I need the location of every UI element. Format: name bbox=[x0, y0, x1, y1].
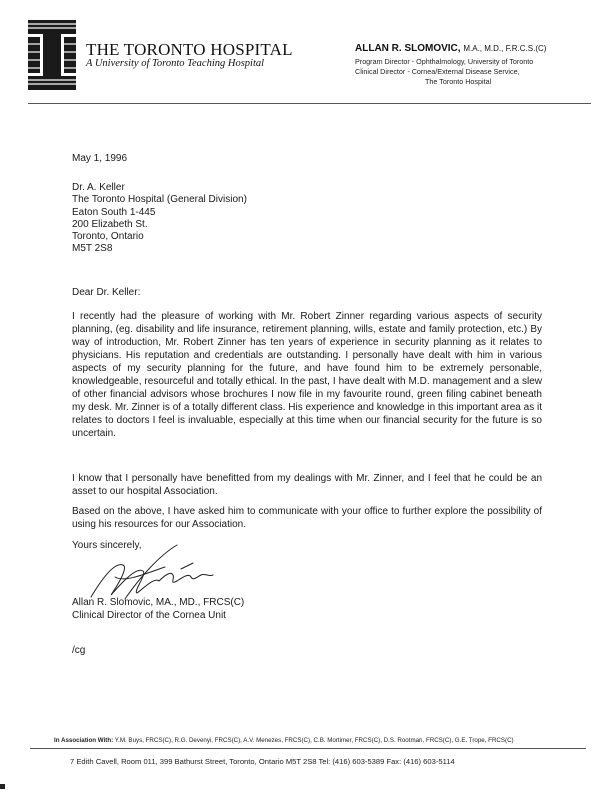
footer-divider bbox=[30, 748, 586, 749]
footer-address: 7 Edith Cavell, Room 011, 399 Bathurst Street, Toronto, Ontario M5T 2S8 Tel: (416) 603-5389 Fax: (416) 603-5114 bbox=[70, 757, 455, 766]
doctor-credentials: M.A., M.D., F.R.C.S.(C) bbox=[463, 44, 547, 53]
address-line: 200 Elizabeth St. bbox=[72, 218, 148, 230]
signer-name: Allan R. Slomovic, MA., MD., FRCS(C) bbox=[72, 597, 245, 608]
body-paragraph-2: I know that I personally have benefitted from my dealings with Mr. Zinner, and I feel that he could be an asset to our hospital Association. bbox=[72, 473, 542, 497]
doctor-title-line-3: The Toronto Hospital bbox=[425, 77, 492, 86]
hospital-subtitle: A University of Toronto Teaching Hospital bbox=[86, 58, 265, 69]
closing: Yours sincerely, bbox=[72, 540, 142, 551]
association-names: Y.M. Buys, FRCS(C), R.G. Devenyi, FRCS(C), A.V. Menezes, FRCS(C), C.B. Mortimer, FRCS(C), D.S. Rootman, FRCS(C), G.E. Trope, FRCS(C) bbox=[114, 737, 514, 744]
doctor-title-line-2: Clinical Director - Cornea/External Disease Service, bbox=[355, 67, 520, 76]
header-divider bbox=[28, 103, 591, 104]
hospital-name: THE TORONTO HOSPITAL bbox=[86, 40, 293, 59]
doctor-title-line-1: Program Director - Ophthalmology, University of Toronto bbox=[355, 57, 534, 66]
address-line: Dr. A. Keller bbox=[72, 182, 125, 193]
body-paragraph-3: Based on the above, I have asked him to communicate with your office to further explore the possibility of using his resources for our Association. bbox=[72, 506, 542, 530]
body-paragraph-1: I recently had the pleasure of working with Mr. Robert Zinner regarding various aspects of security planning, (eg. disability and life insurance, retirement planning, wills, estate and family protection, etc.) By way of introduction, Mr. Robert Zinner has ten years of experience in security planning as it relates to physicians. His reputation and credentials are outstanding. I personally have dealt with him in various aspects of my security planning for the future, and have found him to be extremely personable, knowledgeable, resourceful and totally ethical. In the past, I have dealt with M.D. management and a slew of other financial advisors whose brochures I now file in my favourite round, green filing cabinet beneath my desk. Mr. Zinner is of a totally different class. His experience and knowledge in this important area as it relates to doctors I feel is invaluable, especially at this time when our financial security for the future is so uncertain. bbox=[72, 311, 542, 439]
doctor-name-block bbox=[355, 43, 546, 54]
address-line: The Toronto Hospital (General Division) bbox=[72, 194, 247, 206]
association-line bbox=[54, 737, 514, 744]
address-line: Eaton South 1-445 bbox=[72, 206, 156, 218]
doctor-name: ALLAN R. SLOMOVIC, bbox=[355, 43, 461, 54]
salutation: Dear Dr. Keller: bbox=[72, 287, 141, 298]
association-label: In Association With: bbox=[54, 737, 114, 744]
address-line: M5T 2S8 bbox=[72, 243, 113, 255]
scan-mark bbox=[0, 784, 5, 789]
letter-date: May 1, 1996 bbox=[72, 153, 128, 164]
signer-title: Clinical Director of the Cornea Unit bbox=[72, 610, 226, 621]
typist-initials: /cg bbox=[72, 645, 86, 656]
hospital-logo-icon bbox=[28, 20, 76, 90]
recipient-address bbox=[72, 181, 542, 255]
address-line: Toronto, Ontario bbox=[72, 231, 144, 243]
